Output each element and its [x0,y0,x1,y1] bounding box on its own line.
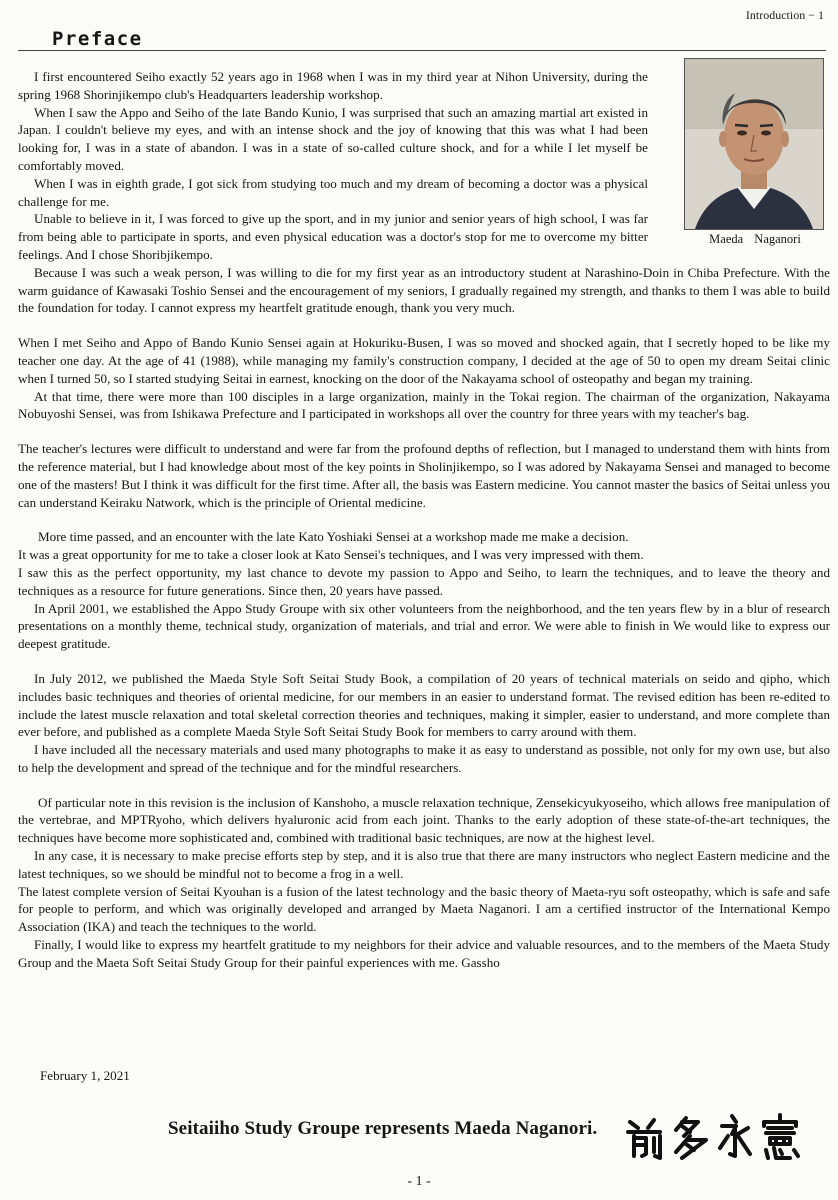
paragraph: Because I was such a weak person, I was willing to die for my first year as an introductory student at Narashino-Doin in Chiba Prefecture. With the warm guidance of Kawasaki Toshio Sensei and the encouragement of my seniors, I gradually regained my strength, and thanks to them I was able to build the foundation for today. I cannot express my heartfelt gratitude enough, thank you very much. [18,264,830,316]
handwritten-signature [624,1112,804,1162]
preface-body [18,68,830,972]
section-label: Introduction − 1 [745,8,824,22]
date: February 1, 2021 [40,1068,130,1083]
paragraph: When I saw the Appo and Seiho of the late Bando Kunio, I was surprised that such an amazing martial art existed in Japan. I couldn't believe my eyes, and with an intense shock and the joy of knowing that this was what I had been looking for, I was in a state of abandon. I was in a state of so-called culture shock, and for a while I let myself be comfortably moved. [18,104,648,173]
page-title: Preface [52,28,143,50]
paragraph: Finally, I would like to express my heartfelt gratitude to my neighbors for their advice and valuable resources, and to the members of the Maeta Study Group and the Maeta Soft Seitai Study Group for their painful experiences with me. Gassho [18,937,830,970]
paragraph: When I was in eighth grade, I got sick from studying too much and my dream of becoming a doctor was a physical challenge for me. [18,175,648,209]
paragraph: In April 2001, we established the Appo Study Groupe with six other volunteers from the neighborhood, and the ten years flew by in a blur of research presentations on a monthly theme, technical study, organization of materials, and trial and error. We were able to finish in We would like to express our deepest gratitude. [18,600,830,652]
paragraph: At that time, there were more than 100 disciples in a large organization, mainly in the Tokai region. The chairman of the organization, Nakayama Nobuyoshi Sensei, was from Ishikawa Prefecture and I participated in workshops all over the country for three years with my teacher's bag. [18,388,830,422]
paragraph: The teacher's lectures were difficult to understand and were far from the profound depths of reflection, but I managed to understand them with hints from the reference material, but I had knowledge about most of the key points in Sholinjikempo, so I was adored by Nakayama Sensei and managed to become one of the masters! But I think it was difficult for the first time. After all, the basis was Eastern medicine. You cannot master the basics of Seitai unless you can understand Keiraku Natwork, which is the principle of Oriental medicine. [18,441,830,510]
photo-caption: Maeda Naganori [709,232,801,246]
paragraph: The latest complete version of Seitai Kyouhan is a fusion of the latest technology and the basic theory of Maeta-ryu soft osteopathy, which is safe and safe for people to perform, and which was originally developed and arranged by Maeta Naganori. I am a certified instructor of the International Kempo Association (IKA) and teach the techniques to the world. [18,883,830,935]
paragraph: It was a great opportunity for me to take a closer look at Kato Sensei's techniques, and I was very impressed with them. [18,547,644,563]
paragraph: I have included all the necessary materials and used many photographs to make it as easy to understand as possible, not only for my own use, but also to help the development and spread of the technique and for the mindful researchers. [18,742,830,775]
paragraph: More time passed, and an encounter with the late Kato Yoshiaki Sensei at a workshop made me make a decision. [38,529,629,545]
paragraph: I saw this as the perfect opportunity, my last chance to devote my passion to Appo and Seiho, to learn the techniques, and to leave the theory and techniques as a resource for future generations. Since then, 20 years have passed. [18,564,830,598]
paragraph: I first encountered Seiho exactly 52 years ago in 1968 when I was in my third year at Nihon University, during the spring 1968 Shorinjikempo club's Headquarters leadership workshop. [18,69,648,102]
signature-line: Seitaiiho Study Groupe represents Maeda Naganori. [168,1118,598,1139]
title-bar [18,26,826,51]
paragraph: Unable to believe in it, I was forced to give up the sport, and in my junior and senior years of high school, I was far from being able to participate in sports, and even physical education was a doctor's stop for me to overcome my bitter feelings. And I chose Shoribjikempo. [18,211,648,262]
paragraph: In any case, it is necessary to make precise efforts step by step, and it is also true that there are many instructors who neglect Eastern medicine and the latest techniques, so we should be mindful not to become a frog in a well. [18,848,830,881]
paragraph: In July 2012, we published the Maeda Style Soft Seitai Study Book, a compilation of 20 years of technical materials on seido and qipho, which includes basic techniques and theories of oriental medicine, for our members in an easier to understand format. The revised edition has been re-edited to include the latest muscle relaxation and total skeletal correction theories and techniques, making it simpler, easier to understand, and more complete than ever before, and published as a complete Maeda Style Soft Seitai Study Book for members to carry around with them. [18,670,830,740]
paragraph: Of particular note in this revision is the inclusion of Kanshoho, a muscle relaxation technique, Zensekicyukyoseiho, which allows free manipulation of the vertebrae, and MPTRyoho, which delivers hyaluronic acid from each joint. Thanks to the early adoption of these state-of-the-art techniques, the techniques have become more sophisticated and, combined with traditional basic techniques, are now at the highest level. [18,794,830,846]
paragraph: When I met Seiho and Appo of Bando Kunio Sensei again at Hokuriku-Busen, I was so moved and shocked again, that I secretly hoped to be like my teacher one day. At the age of 41 (1988), while managing my family's construction company, I decided at the age of 50 to open my dream Seitai clinic when I turned 50, so I started studying Seitai in earnest, knocking on the door of the Nakayama school of osteopathy and began my training. [18,335,830,386]
page-number: - 1 - [407,1174,431,1189]
